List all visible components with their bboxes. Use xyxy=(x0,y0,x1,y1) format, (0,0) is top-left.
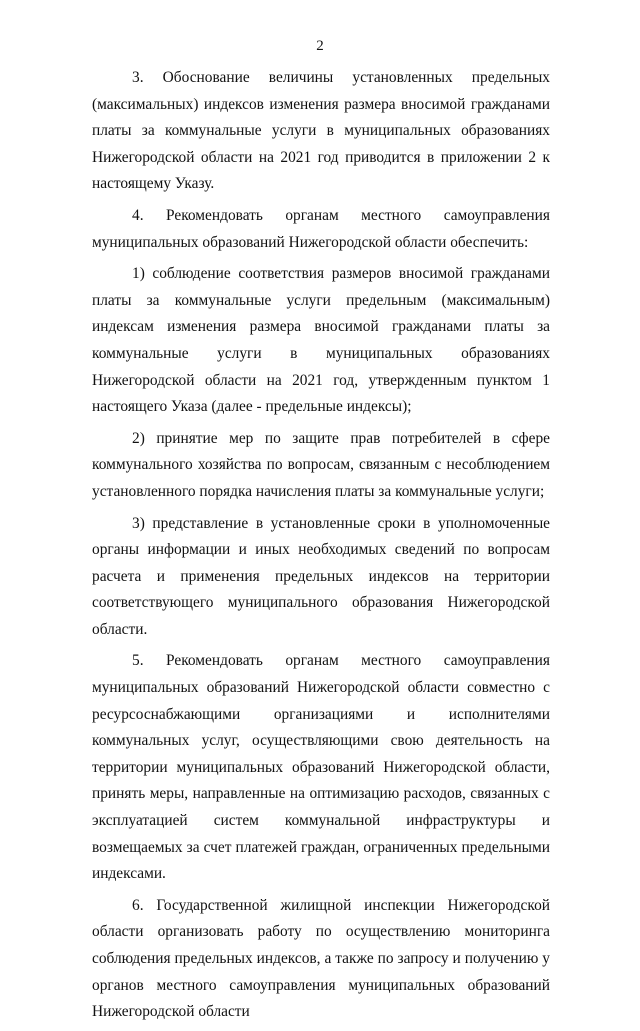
page-number: 2 xyxy=(316,38,324,54)
paragraph-subitem-2: 2) принятие мер по защите прав потребителей в сфере коммунального хозяйства по вопросам, связанным с несоблюдением установленного порядка начисления платы за коммунальные услуги; xyxy=(92,429,550,500)
paragraph-subitem-1: 1) соблюдение соответствия размеров вносимой гражданами платы за коммунальные услуги предельным (максимальным) индексам изменения размера вносимой гражданами платы за коммунальные услуги в муниципальных образованиях Нижегородской области на 2021 год, утвержденным пунктом 1 настоящего Указа (далее - предельные индексы); xyxy=(92,265,550,416)
document-body xyxy=(92,65,550,1031)
paragraph-item-4: 4. Рекомендовать органам местного самоуправления муниципальных образований Нижегородской области обеспечить: xyxy=(92,206,550,251)
paragraph-item-3: 3. Обоснование величины установленных предельных (максимальных) индексов изменения размера вносимой гражданами платы за коммунальные услуги в муниципальных образованиях Нижегородской области на 2021 год приводится в приложении 2 к настоящему Указу. xyxy=(92,69,550,193)
paragraph-item-6: 6. Государственной жилищной инспекции Нижегородской области организовать работу по осуществлению мониторинга соблюдения предельных индексов, а также по запросу и получению у органов местного самоуправления муниципальных образований Нижегородской области xyxy=(92,896,550,1021)
paragraph-subitem-3: 3) представление в установленные сроки в уполномоченные органы информации и иных необходимых сведений по вопросам расчета и применения предельных индексов на территории соответствующего муниципального образования Нижегородской области. xyxy=(92,514,550,638)
paragraph-item-5: 5. Рекомендовать органам местного самоуправления муниципальных образований Нижегородской области совместно с ресурсоснабжающими организациями и исполнителями коммунальных услуг, осуществляющими свою деятельность на территории муниципальных образований Нижегородской области, принять меры, направленные на оптимизацию расходов, связанных с эксплуатацией систем коммунальной инфраструктуры и возмещаемых за счет платежей граждан, ограниченных предельными индексами. xyxy=(92,652,550,883)
